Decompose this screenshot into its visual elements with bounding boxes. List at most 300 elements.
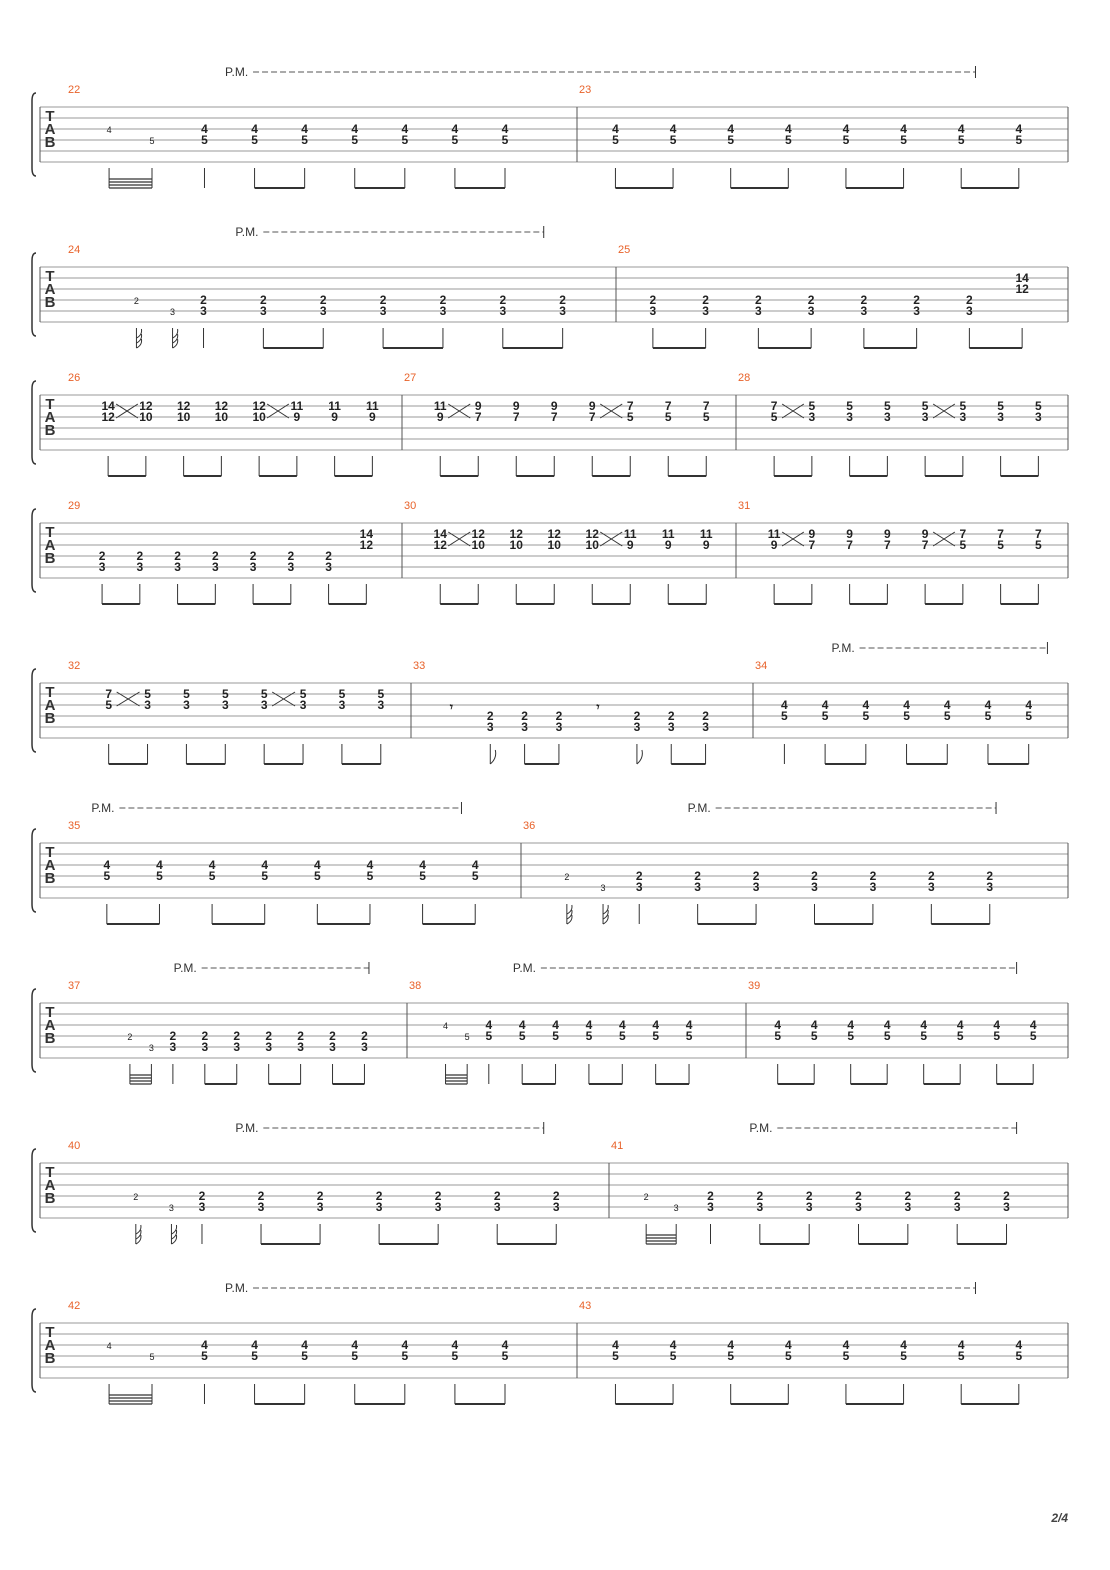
fret-number: 5: [626, 410, 634, 424]
fret-number: 3: [884, 410, 891, 424]
measure: [579, 1300, 1022, 1404]
fret-number: 5: [959, 538, 967, 552]
fret-number: 3: [375, 1200, 383, 1214]
fret-number: 3: [707, 1200, 714, 1214]
fret-number: 4: [1029, 1018, 1037, 1032]
fret-number: 2: [966, 293, 973, 307]
fret-number: 4: [781, 698, 788, 712]
fret-number: 5: [727, 133, 735, 147]
measure-number: 34: [755, 660, 768, 672]
measure: [523, 820, 993, 924]
fret-number: 14: [101, 399, 115, 413]
fret-number: 3: [316, 1200, 324, 1214]
fret-number: 4: [842, 1338, 850, 1352]
fret-number: 5: [313, 869, 321, 883]
fret-number: 12: [101, 410, 115, 424]
tab-clef-letter: T: [45, 1164, 55, 1181]
fret-number: 5: [351, 133, 359, 147]
fret-number: 4: [618, 1018, 626, 1032]
tab-clef-letter: B: [44, 710, 56, 727]
fret-number: 4: [301, 122, 308, 136]
fret-number: 5: [956, 1029, 964, 1043]
fret-number: 3: [299, 698, 307, 712]
fret-number: 4: [847, 1018, 855, 1032]
fret-number: 2: [869, 869, 877, 883]
fret-number: 3: [756, 1200, 764, 1214]
fret-number: 4: [106, 125, 112, 135]
tab-clef-letter: A: [44, 409, 56, 426]
fret-number: 2: [136, 549, 144, 563]
measure: [748, 980, 1037, 1084]
fret-number: 5: [920, 1029, 928, 1043]
fret-number: 2: [552, 1189, 560, 1203]
measure: [413, 660, 709, 764]
fret-number: 5: [1029, 1029, 1037, 1043]
tab-clef-letter: B: [44, 294, 56, 311]
fret-number: 4: [956, 1018, 964, 1032]
fret-number: 7: [626, 399, 634, 413]
fret-number: 5: [781, 709, 788, 723]
fret-number: 2: [555, 709, 563, 723]
tab-clef-letter: A: [44, 281, 56, 298]
fret-number: 12: [471, 527, 485, 541]
measure-number: 23: [579, 84, 592, 96]
palm-mute-label: P.M.: [235, 1121, 259, 1135]
note-flag: [637, 750, 642, 764]
tab-clef-letter: B: [44, 134, 56, 151]
fret-number: 4: [669, 1338, 677, 1352]
fret-number: 5: [900, 133, 907, 147]
fret-number: 2: [379, 293, 387, 307]
fret-number: 4: [401, 1338, 409, 1352]
fret-number: 5: [401, 133, 409, 147]
fret-number: 4: [552, 1018, 559, 1032]
fret-number: 2: [702, 293, 709, 307]
fret-number: 3: [921, 410, 929, 424]
fret-number: 4: [1025, 698, 1033, 712]
fret-number: 2: [559, 293, 566, 307]
fret-number: 2: [133, 296, 139, 306]
tab-clef-letter: A: [44, 1177, 56, 1194]
fret-number: 3: [260, 304, 267, 318]
fret-number: 2: [521, 709, 528, 723]
fret-number: 2: [707, 1189, 714, 1203]
fret-number: 9: [626, 538, 634, 552]
tab-clef-letter: T: [45, 1324, 55, 1341]
fret-number: 5: [770, 410, 778, 424]
fret-number: 3: [860, 304, 868, 318]
fret-number: 4: [443, 1021, 449, 1031]
note-flag: [567, 910, 572, 919]
fret-number: 3: [144, 698, 151, 712]
fret-number: 3: [325, 560, 332, 574]
fret-number: 2: [257, 1189, 265, 1203]
fret-number: 5: [702, 410, 710, 424]
palm-mute-label: P.M.: [512, 961, 537, 975]
fret-number: 7: [702, 399, 710, 413]
fret-number: 3: [869, 880, 877, 894]
fret-number: 2: [913, 293, 920, 307]
fret-number: 9: [436, 410, 444, 424]
measure-number: 36: [523, 820, 536, 832]
palm-mute-label: P.M.: [91, 801, 115, 815]
fret-number: 2: [755, 293, 762, 307]
fret-number: 4: [810, 1018, 818, 1032]
measure: [738, 372, 1042, 476]
fret-number: 11: [433, 399, 447, 413]
fret-number: 4: [401, 122, 409, 136]
note-flag: [490, 750, 495, 764]
fret-number: 3: [702, 720, 709, 734]
tab-clef-letter: B: [44, 550, 56, 567]
fret-number: 4: [900, 122, 907, 136]
measure: [611, 1140, 1010, 1244]
fret-number: 2: [319, 293, 327, 307]
fret-number: 4: [842, 122, 850, 136]
fret-number: 5: [183, 687, 190, 701]
tab-clef-letter: A: [44, 1017, 56, 1034]
fret-number: 3: [846, 410, 853, 424]
tab-clef-letter: T: [45, 1004, 55, 1021]
note-flag: [173, 329, 178, 338]
tab-system: [32, 641, 1068, 764]
fret-number: 5: [842, 1349, 850, 1363]
fret-number: 14: [1015, 271, 1029, 285]
fret-number: 3: [260, 698, 268, 712]
fret-number: 4: [900, 1338, 907, 1352]
tab-clef-letter: A: [44, 697, 56, 714]
fret-number: 2: [493, 1189, 501, 1203]
fret-number: 3: [319, 304, 327, 318]
fret-number: 5: [251, 1349, 258, 1363]
fret-number: 9: [512, 399, 520, 413]
fret-number: 3: [249, 560, 257, 574]
fret-number: 12: [252, 399, 266, 413]
fret-number: 4: [727, 1338, 735, 1352]
fret-number: 5: [518, 1029, 526, 1043]
fret-number: 2: [643, 1192, 649, 1202]
fret-number: 5: [664, 410, 672, 424]
fret-number: 4: [862, 698, 870, 712]
fret-number: 2: [756, 1189, 764, 1203]
fret-number: 3: [966, 304, 973, 318]
tab-clef-letter: B: [44, 422, 56, 439]
fret-number: 5: [821, 709, 829, 723]
system-brace: [32, 1149, 36, 1232]
fret-number: 10: [252, 410, 266, 424]
tab-clef-letter: B: [44, 1030, 56, 1047]
note-flag: [173, 334, 178, 343]
fret-number: 5: [921, 399, 929, 413]
tab-system: [32, 1281, 1068, 1404]
fret-number: 5: [1025, 709, 1033, 723]
measure: [68, 1300, 509, 1404]
fret-number: 3: [808, 410, 816, 424]
fret-number: 2: [211, 549, 219, 563]
fret-number: 2: [329, 1029, 336, 1043]
eighth-rest: 𝄾: [596, 700, 600, 714]
tab-clef-letter: B: [44, 870, 56, 887]
fret-number: 3: [329, 1040, 336, 1054]
fret-number: 3: [986, 880, 994, 894]
fret-number: 3: [649, 304, 657, 318]
fret-number: 3: [379, 304, 387, 318]
fret-number: 12: [139, 399, 153, 413]
fret-number: 5: [862, 709, 870, 723]
fret-number: 3: [702, 304, 709, 318]
tab-system: [32, 961, 1068, 1084]
fret-number: 3: [257, 1200, 265, 1214]
fret-number: 2: [201, 1029, 209, 1043]
fret-number: 3: [174, 560, 181, 574]
fret-number: 4: [301, 1338, 308, 1352]
fret-number: 11: [366, 399, 379, 413]
fret-number: 5: [208, 869, 216, 883]
measure: [68, 660, 384, 764]
fret-number: 5: [900, 1349, 907, 1363]
fret-number: 5: [149, 1352, 155, 1362]
fret-number: 5: [144, 687, 151, 701]
fret-number: 11: [623, 527, 637, 541]
fret-number: 3: [200, 304, 207, 318]
measure: [68, 84, 509, 188]
fret-number: 5: [251, 133, 258, 147]
fret-number: 2: [564, 872, 570, 882]
tab-clef-letter: T: [45, 684, 55, 701]
fret-number: 3: [439, 304, 447, 318]
fret-number: 2: [434, 1189, 442, 1203]
measure: [579, 84, 1022, 188]
fret-number: 2: [667, 709, 675, 723]
fret-number: 3: [493, 1200, 501, 1214]
fret-number: 3: [805, 1200, 813, 1214]
fret-number: 3: [361, 1040, 368, 1054]
tab-system: [32, 372, 1068, 476]
fret-number: 5: [103, 869, 111, 883]
fret-number: 2: [375, 1189, 383, 1203]
fret-number: 4: [903, 698, 910, 712]
fret-number: 7: [105, 687, 113, 701]
system-brace: [32, 829, 36, 912]
fret-number: 3: [913, 304, 920, 318]
fret-number: 5: [105, 698, 113, 712]
fret-number: 4: [1015, 122, 1023, 136]
measure-number: 31: [738, 500, 751, 512]
fret-number: 4: [612, 1338, 619, 1352]
fret-number: 2: [805, 1189, 813, 1203]
palm-mute-label: P.M.: [831, 641, 855, 655]
fret-number: 4: [451, 122, 459, 136]
fret-number: 5: [1015, 1349, 1023, 1363]
measure-number: 27: [404, 372, 417, 384]
fret-number: 4: [201, 1338, 208, 1352]
fret-number: 4: [784, 1338, 792, 1352]
fret-number: 10: [471, 538, 485, 552]
fret-number: 2: [287, 549, 295, 563]
measure: [755, 660, 1032, 764]
fret-number: 2: [649, 293, 657, 307]
fret-number: 5: [299, 687, 307, 701]
tab-system: [32, 1121, 1068, 1244]
fret-number: 5: [501, 1349, 509, 1363]
fret-number: 3: [434, 1200, 442, 1214]
palm-mute-label: P.M.: [749, 1121, 773, 1135]
tab-system: [32, 500, 1068, 604]
tab-clef-letter: B: [44, 1350, 56, 1367]
fret-number: 5: [1035, 399, 1042, 413]
fret-number: 5: [338, 687, 346, 701]
fret-number: 5: [612, 133, 619, 147]
fret-number: 3: [635, 880, 643, 894]
system-brace: [32, 989, 36, 1072]
fret-number: 5: [774, 1029, 782, 1043]
fret-number: 2: [953, 1189, 961, 1203]
fret-number: 3: [338, 698, 346, 712]
fret-number: 4: [518, 1018, 526, 1032]
fret-number: 5: [883, 1029, 891, 1043]
fret-number: 5: [585, 1029, 593, 1043]
fret-number: 5: [727, 1349, 735, 1363]
fret-number: 3: [694, 880, 701, 894]
fret-number: 12: [214, 399, 229, 413]
note-flag: [136, 329, 141, 338]
fret-number: 2: [174, 549, 181, 563]
fret-number: 10: [214, 410, 229, 424]
fret-number: 5: [847, 1029, 855, 1043]
measure-number: 26: [68, 372, 81, 384]
measure-number: 24: [68, 244, 81, 256]
fret-number: 5: [1035, 538, 1042, 552]
fret-number: 7: [884, 538, 891, 552]
fret-number: 3: [287, 560, 295, 574]
palm-mute-label: P.M.: [235, 225, 259, 239]
fret-number: 3: [755, 304, 762, 318]
fret-number: 4: [201, 122, 208, 136]
fret-number: 2: [860, 293, 868, 307]
fret-number: 9: [331, 410, 338, 424]
fret-number: 9: [293, 410, 301, 424]
fret-number: 4: [485, 1018, 493, 1032]
fret-number: 2: [702, 709, 709, 723]
fret-number: 7: [959, 527, 967, 541]
fret-number: 5: [201, 133, 208, 147]
fret-number: 3: [201, 1040, 209, 1054]
system-brace: [32, 381, 36, 464]
fret-number: 3: [136, 560, 144, 574]
measure-number: 41: [611, 1140, 624, 1152]
fret-number: 4: [1015, 1338, 1023, 1352]
fret-number: 4: [251, 122, 258, 136]
system-brace: [32, 669, 36, 752]
fret-number: 5: [464, 1032, 470, 1042]
fret-number: 3: [559, 304, 566, 318]
fret-number: 3: [959, 410, 967, 424]
fret-number: 5: [201, 1349, 208, 1363]
tab-clef-letter: T: [45, 268, 55, 285]
fret-number: 4: [685, 1018, 693, 1032]
fret-number: 3: [927, 880, 935, 894]
fret-number: 3: [673, 1203, 679, 1213]
fret-number: 2: [927, 869, 935, 883]
fret-number: 5: [261, 869, 269, 883]
tab-system: [32, 801, 1068, 924]
tab-clef-letter: A: [44, 121, 56, 138]
tab-systems: [32, 65, 1068, 1404]
note-flag: [136, 1235, 141, 1244]
measure-number: 42: [68, 1300, 81, 1312]
fret-number: 10: [547, 538, 561, 552]
measure: [738, 500, 1042, 604]
fret-number: 7: [474, 410, 482, 424]
fret-number: 10: [176, 410, 191, 424]
fret-number: 9: [550, 399, 558, 413]
fret-number: 4: [313, 858, 321, 872]
tab-clef-letter: T: [45, 108, 55, 125]
system-brace: [32, 253, 36, 336]
measure-number: 40: [68, 1140, 81, 1152]
fret-number: 10: [509, 538, 523, 552]
tab-clef-letter: T: [45, 524, 55, 541]
fret-number: 2: [439, 293, 447, 307]
fret-number: 3: [168, 1203, 174, 1213]
fret-number: 12: [1015, 282, 1029, 296]
system-brace: [32, 93, 36, 176]
measure: [404, 500, 713, 604]
page-number: 2/4: [1051, 1511, 1068, 1525]
measure: [68, 1140, 560, 1244]
fret-number: 5: [451, 1349, 459, 1363]
fret-number: 4: [471, 858, 479, 872]
palm-mute-label: P.M.: [225, 65, 249, 79]
note-flag: [171, 1235, 176, 1244]
fret-number: 5: [552, 1029, 559, 1043]
fret-number: 3: [997, 410, 1004, 424]
fret-number: 5: [784, 1349, 792, 1363]
measure-number: 39: [748, 980, 761, 992]
fret-number: 3: [221, 698, 229, 712]
fret-number: 11: [328, 399, 341, 413]
fret-number: 7: [997, 527, 1004, 541]
fret-number: 2: [169, 1029, 177, 1043]
fret-number: 4: [366, 858, 374, 872]
fret-number: 3: [552, 1200, 560, 1214]
fret-number: 2: [260, 293, 267, 307]
fret-number: 9: [702, 538, 710, 552]
fret-number: 9: [588, 399, 596, 413]
fret-number: 3: [499, 304, 507, 318]
fret-number: 11: [767, 527, 781, 541]
fret-number: 5: [401, 1349, 409, 1363]
fret-number: 4: [920, 1018, 928, 1032]
fret-number: 7: [1035, 527, 1042, 541]
fret-number: 4: [652, 1018, 660, 1032]
fret-number: 5: [669, 133, 677, 147]
fret-number: 2: [635, 869, 643, 883]
note-flag: [603, 905, 608, 914]
fret-number: 4: [585, 1018, 593, 1032]
fret-number: 4: [156, 858, 163, 872]
tab-clef-letter: A: [44, 857, 56, 874]
fret-number: 12: [359, 538, 374, 552]
eighth-rest: 𝄾: [449, 700, 453, 714]
note-flag: [171, 1225, 176, 1234]
fret-number: 5: [501, 133, 509, 147]
fret-number: 2: [752, 869, 760, 883]
fret-number: 3: [600, 883, 606, 893]
fret-number: 9: [921, 527, 929, 541]
fret-number: 5: [419, 869, 426, 883]
fret-number: 2: [297, 1029, 304, 1043]
